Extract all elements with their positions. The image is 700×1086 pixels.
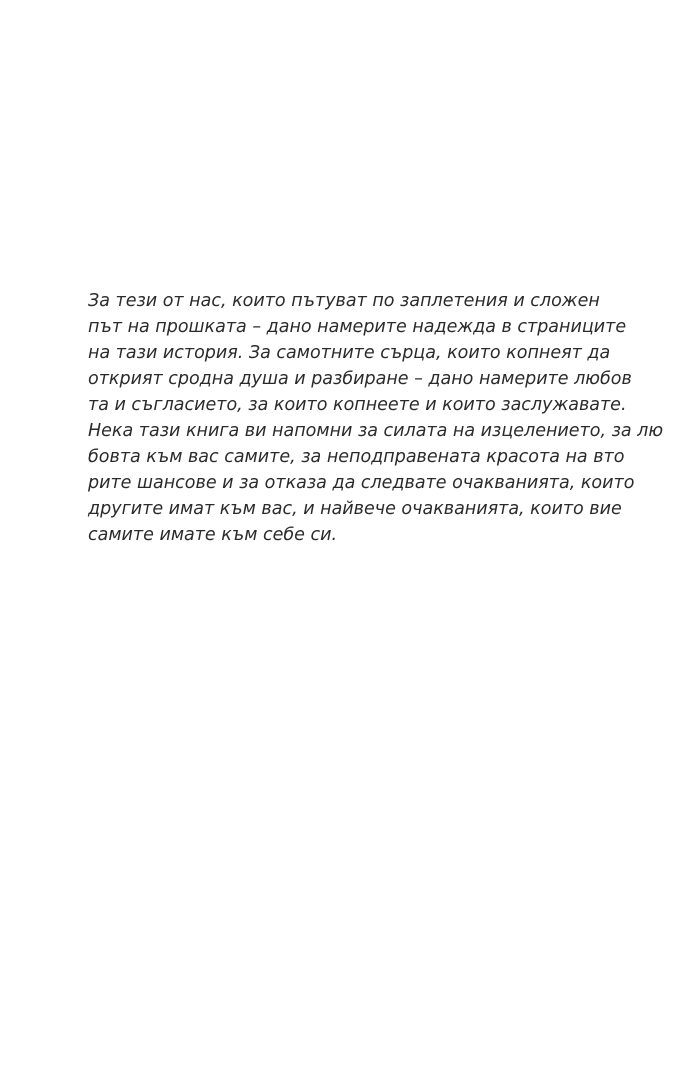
dedication-line: открият сродна душа и разбиране – дано намерите любов — [88, 369, 632, 389]
dedication-text — [88, 288, 664, 548]
dedication-line: самите имате към себе си. — [88, 525, 338, 545]
dedication-line: на тази история. За самотните сърца, които копнеят да — [88, 343, 611, 363]
dedication-line: За тези от нас, които пътуват по заплетения и сложен — [88, 291, 600, 311]
dedication-line: бовта към вас самите, за неподправената красота на вто — [88, 447, 625, 467]
dedication-line: другите имат към вас, и найвече очакванията, които вие — [88, 499, 622, 519]
dedication-line: Нека тази книга ви напомни за силата на изцелението, за лю — [88, 421, 664, 441]
dedication-line: път на прошката – дано намерите надежда в страниците — [88, 317, 627, 337]
dedication-line: рите шансове и за отказа да следвате очакванията, които — [88, 473, 635, 493]
dedication-line: та и съгласието, за които копнеете и които заслужавате. — [88, 395, 627, 415]
